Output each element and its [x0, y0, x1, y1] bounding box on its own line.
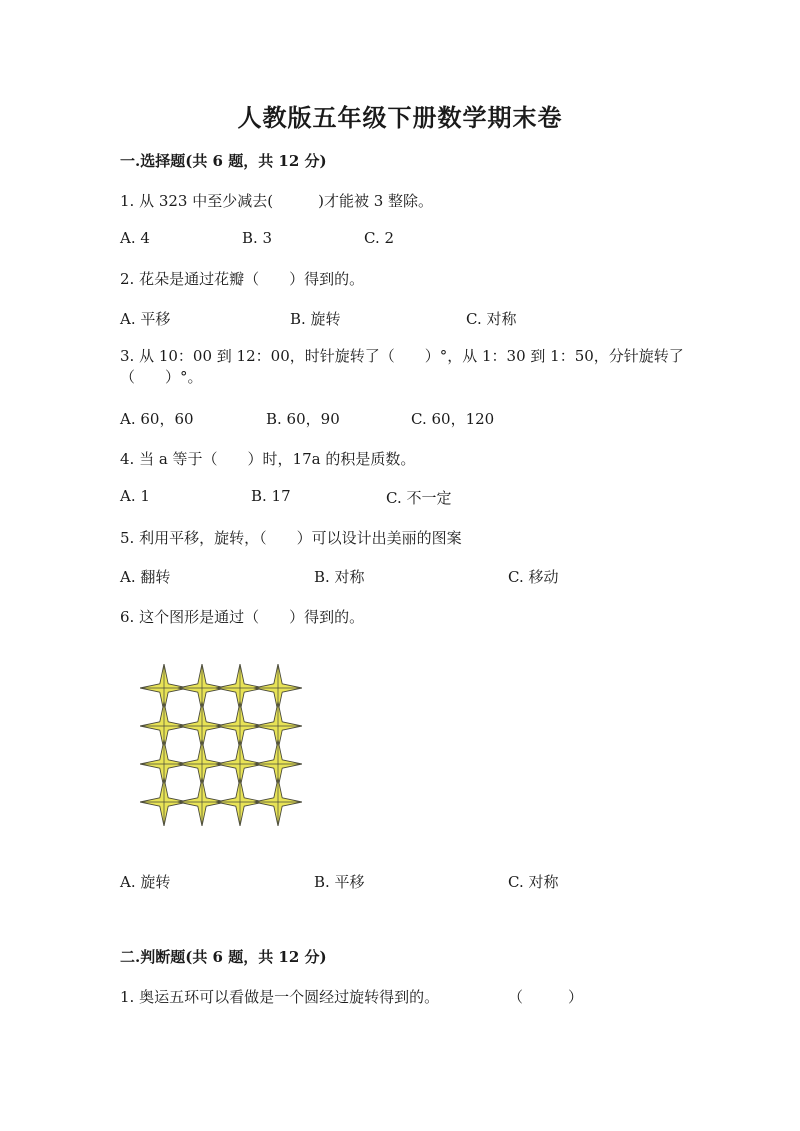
- question-5: 5. 利用平移，旋转，（ ）可以设计出美丽的图案: [120, 529, 462, 547]
- page-title: 人教版五年级下册数学期末卷: [237, 103, 563, 132]
- q3-option-c: C. 60，120: [411, 410, 495, 428]
- q6-option-a: A. 旋转: [120, 873, 171, 891]
- q3-option-a: A. 60，60: [120, 410, 194, 428]
- q1-option-c: C. 2: [364, 229, 395, 247]
- q5-option-b: B. 对称: [314, 568, 365, 586]
- judge-answer-blank: （ ）: [508, 988, 584, 1006]
- question-4: 4. 当 a 等于（ ）时，17a 的积是质数。: [120, 450, 416, 468]
- question-6: 6. 这个图形是通过（ ）得到的。: [120, 608, 365, 626]
- question-2: 2. 花朵是通过花瓣（ ）得到的。: [120, 270, 365, 288]
- q2-option-c: C. 对称: [466, 310, 517, 328]
- question-3: 3. 从 10：00 到 12：00，时针旋转了（ ）°，从 1：30 到 1：50，分针旋转了（ ）°。: [120, 347, 684, 386]
- q6-option-b: B. 平移: [314, 873, 365, 891]
- q1-option-b: B. 3: [242, 229, 273, 247]
- q5-option-c: C. 移动: [508, 568, 559, 586]
- judge-question-1: 1. 奥运五环可以看做是一个圆经过旋转得到的。: [120, 988, 440, 1006]
- q6-option-c: C. 对称: [508, 873, 559, 891]
- q3-option-b: B. 60，90: [266, 410, 340, 428]
- q4-option-c: C. 不一定: [386, 489, 452, 507]
- q1-option-a: A. 4: [120, 229, 150, 247]
- section-heading-choice: 一.选择题(共 6 题，共 12 分): [120, 152, 327, 170]
- question-1: 1. 从 323 中至少减去( )才能被 3 整除。: [120, 192, 434, 210]
- q4-option-b: B. 17: [251, 487, 291, 505]
- star-pattern-figure: [140, 664, 302, 826]
- star-shape: [254, 778, 302, 826]
- q2-option-b: B. 旋转: [290, 310, 341, 328]
- section-heading-judge: 二.判断题(共 6 题，共 12 分): [120, 948, 327, 966]
- q4-option-a: A. 1: [120, 487, 150, 505]
- q5-option-a: A. 翻转: [120, 568, 171, 586]
- q2-option-a: A. 平移: [120, 310, 171, 328]
